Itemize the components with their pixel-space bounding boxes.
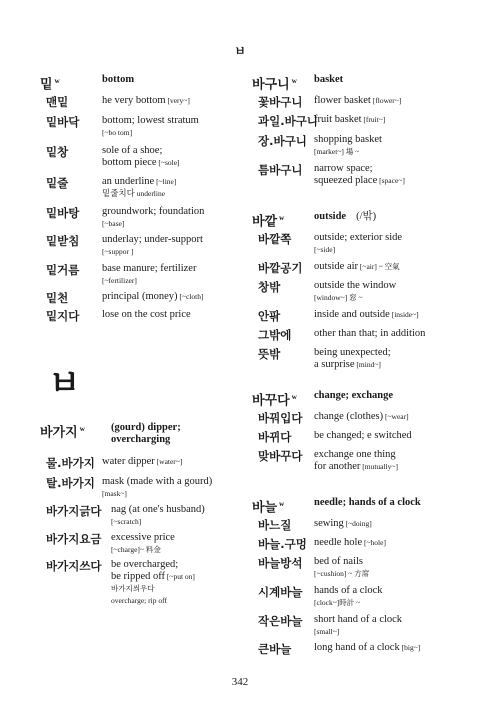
definition: needle hole [~hole] — [314, 537, 386, 548]
keyword: 바꿔입다 — [258, 411, 303, 425]
definition: basket — [314, 74, 344, 85]
running-head: ㅂ — [234, 44, 246, 58]
keyword: 밑바탕 — [46, 206, 80, 220]
definition: bed of nails [~cushion] ~ 方席 — [314, 556, 370, 578]
definition: be changed; e switched — [314, 430, 412, 441]
keyword: 꽃바구니 — [258, 95, 303, 109]
definition: flower basket [flower~] — [314, 95, 402, 106]
definition: bottom; lowest stratum [~bo tom] — [102, 115, 199, 137]
definition: long hand of a clock [big~] — [314, 642, 421, 653]
keyword: 물.바가지 — [46, 456, 95, 470]
definition: groundwork; foundation [~base] — [102, 206, 205, 228]
keyword: 큰바늘 — [258, 642, 292, 656]
definition: sole of a shoe; bottom piece [~sole] — [102, 145, 180, 168]
definition: (gourd) dipper; overcharging — [111, 422, 181, 445]
definition: hands of a clock [clock~]時計 ~ — [314, 585, 383, 607]
keyword: 바깥쪽 — [258, 232, 292, 246]
keyword: 밑받침 — [46, 234, 80, 248]
keyword: 밑지다 — [46, 309, 80, 323]
definition: lose on the cost price — [102, 309, 191, 320]
headword: 밑 $^w$ — [40, 77, 60, 93]
keyword: 바느질 — [258, 518, 292, 532]
definition: outside (/밖) — [314, 211, 377, 222]
definition: underlay; under-support [~suppor ] — [102, 234, 203, 256]
keyword: 바가지요금 — [46, 532, 102, 546]
definition: change (clothes) [~wear] — [314, 411, 409, 422]
headword: 바늘 $^w$ — [252, 500, 285, 516]
keyword: 그밖에 — [258, 328, 292, 342]
definition: other than that; in addition — [314, 328, 426, 339]
section-letter: ㅂ — [48, 364, 81, 404]
keyword: 과일.바구니 — [258, 114, 318, 128]
keyword: 바가지긁다 — [46, 504, 102, 518]
definition: short hand of a clock [small~] — [314, 614, 403, 636]
definition: water dipper [water~] — [102, 456, 183, 467]
keyword: 장.바구니 — [258, 134, 307, 148]
keyword: 안팎 — [258, 309, 281, 323]
definition: he very bottom [very~] — [102, 95, 190, 106]
keyword: 밑줄 — [46, 176, 69, 190]
keyword: 바늘방석 — [258, 556, 303, 570]
definition: change; exchange — [314, 390, 394, 401]
definition: inside and outside [inside~] — [314, 309, 419, 320]
definition: exchange one thing for another [mutually~] — [314, 449, 398, 472]
definition: outside air [~air] ~ 空氣 — [314, 261, 400, 272]
definition: being unexpected; a surprise [mind~] — [314, 347, 391, 370]
headword: 바깥 $^w$ — [252, 214, 285, 230]
keyword: 밑거름 — [46, 263, 80, 277]
keyword: 맨밑 — [46, 95, 69, 109]
definition: excessive price [~charge]~ 料金 — [111, 532, 175, 554]
keyword: 밑창 — [46, 145, 69, 159]
definition: an underline [~line] 밑줄치다 underline — [102, 176, 177, 199]
keyword: 틈바구니 — [258, 163, 303, 177]
keyword: 바깥공기 — [258, 261, 303, 275]
definition: base manure; fertilizer [~fertilizer] — [102, 263, 197, 285]
keyword: 밑바닥 — [46, 115, 80, 129]
keyword: 탈.바가지 — [46, 476, 95, 490]
headword: 바꾸다 $^w$ — [252, 393, 297, 409]
keyword: 뜻밖 — [258, 347, 281, 361]
definition: principal (money) [~cloth] — [102, 291, 204, 302]
keyword: 바늘.구멍 — [258, 537, 307, 551]
definition: outside the window [window~] 窓 ~ — [314, 280, 397, 302]
definition: sewing [~doing] — [314, 518, 372, 529]
definition: needle; hands of a clock — [314, 497, 421, 508]
definition: narrow space; squeezed place [space~] — [314, 163, 405, 186]
definition: bottom — [102, 74, 135, 85]
definition: shopping basket [market~] 場 ~ — [314, 134, 382, 156]
definition: nag (at one's husband) [~scratch] — [111, 504, 205, 526]
keyword: 바뀌다 — [258, 430, 292, 444]
headword: 바구니 $^w$ — [252, 77, 297, 93]
definition: be overcharged; be ripped off [~put on] 바가지씌우다 overcharge; rip off — [111, 559, 195, 605]
keyword: 밑천 — [46, 291, 69, 305]
keyword: 맞바꾸다 — [258, 449, 303, 463]
page-number: 342 — [231, 676, 249, 688]
definition: outside; exterior side [~side] — [314, 232, 403, 254]
headword: 바가지 $^w$ — [40, 425, 85, 441]
keyword: 시계바늘 — [258, 585, 303, 599]
keyword: 창밖 — [258, 280, 281, 294]
definition: fruit basket [fruit~] — [314, 114, 386, 125]
keyword: 바가지쓰다 — [46, 559, 102, 573]
keyword: 작은바늘 — [258, 614, 303, 628]
definition: mask (made with a gourd) [mask~] — [102, 476, 213, 498]
